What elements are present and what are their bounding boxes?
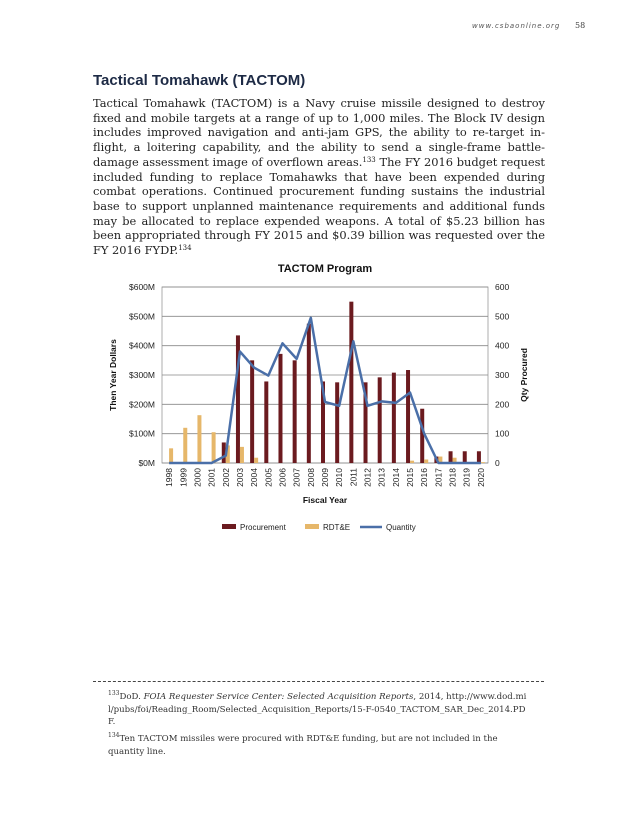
- x-tick-label: 1999: [178, 468, 189, 487]
- x-tick-label: 1998: [164, 468, 175, 487]
- legend-label-0: Procurement: [240, 523, 286, 532]
- y-tick-label: $500M: [129, 311, 155, 322]
- x-tick-label: 2014: [390, 468, 401, 487]
- bar-procurement-2006: [278, 354, 282, 463]
- x-tick-label: 2017: [433, 468, 444, 487]
- x-tick-label: 2018: [447, 468, 458, 487]
- y2-tick-label: 300: [495, 370, 510, 380]
- x-tick-label: 2005: [263, 468, 274, 487]
- bar-rdte-1998: [169, 448, 173, 463]
- x-tick-label: 2009: [320, 468, 330, 487]
- y-tick-label: $600M: [129, 282, 155, 292]
- y-tick-label: $100M: [129, 428, 155, 439]
- bar-procurement-2010: [335, 382, 339, 463]
- bar-procurement-2004: [250, 360, 254, 463]
- x-tick-label: 2007: [291, 468, 302, 487]
- bar-procurement-2013: [378, 377, 382, 463]
- x-tick-label: 2019: [461, 468, 472, 487]
- x-tick-label: 2012: [362, 468, 373, 487]
- bar-rdte-2016: [424, 459, 428, 463]
- legend-swatch-0: [222, 524, 236, 529]
- x-tick-label: 2001: [206, 468, 217, 487]
- y-tick-label: $0M: [138, 458, 155, 468]
- bar-rdte-2004: [254, 458, 258, 463]
- bar-rdte-1999: [183, 428, 187, 463]
- page-number: 58: [575, 21, 586, 30]
- y2-tick-label: 100: [495, 428, 510, 439]
- x-tick-label: 2010: [334, 468, 345, 487]
- x-axis-label: Fiscal Year: [302, 495, 348, 505]
- x-tick-label: 2000: [192, 468, 203, 487]
- bar-rdte-2020: [481, 462, 485, 463]
- x-tick-label: 2006: [277, 468, 288, 487]
- footnote-134: $^{134}$Ten TACTOM missiles were procured with RDT&E funding, but are not included in the quantity line.: [108, 732, 498, 757]
- legend-swatch-1: [305, 524, 319, 529]
- bar-procurement-2019: [463, 451, 467, 463]
- bar-procurement-2020: [477, 451, 481, 463]
- y-tick-label: $300M: [129, 370, 155, 380]
- x-tick-label: 2004: [249, 468, 260, 487]
- y-tick-label: $400M: [129, 340, 155, 351]
- bar-procurement-2007: [293, 360, 297, 463]
- y2-tick-label: 400: [495, 340, 510, 351]
- legend-label-2: Quantity: [386, 523, 416, 532]
- y2-axis-label: Qty Procured: [519, 348, 529, 402]
- y-axis-label: Then Year Dollars: [108, 339, 118, 411]
- x-tick-label: 2015: [405, 468, 416, 487]
- y-tick-label: $200M: [129, 399, 155, 410]
- body-text-2: The FY 2016 budget request included funding to replace Tomahawks that have been expended during combat operations. Continued procurement funding sustains the industrial base to support unplanned maintenance requirements and additional funds may be allocated to replace expended weapons. A total of $5.23 billion has been appropriated through FY 2015 and $0.39 billion was requested over the FY 2016 FYDP.: [93, 154, 546, 258]
- body-text-1: Tactical Tomahawk (TACTOM) is a Navy cruise missile designed to destroy fixed and mobile targets at a range of up to 1,000 miles. The Block IV design includes improved navigation and anti-jam GPS, the ability to re-target in-flight, a loitering capability, and the ability to send a single-frame battle-damage assessment image of overflown areas.: [93, 96, 545, 169]
- bar-rdte-2015: [410, 461, 414, 463]
- x-tick-label: 2008: [305, 468, 316, 487]
- footnote-divider: [93, 681, 544, 682]
- footnote-ref-133: 133: [362, 155, 376, 164]
- x-tick-label: 2020: [475, 468, 486, 487]
- x-tick-label: 2013: [376, 468, 387, 487]
- header-url: www.csbaonline.org: [472, 22, 561, 30]
- y2-tick-label: 600: [495, 282, 510, 292]
- bar-rdte-2000: [197, 415, 201, 463]
- y2-tick-label: 500: [495, 311, 510, 322]
- footnote-133: $^{133}$DoD. FOIA Requester Service Center: Selected Acquisition Reports, 2014, http://www.dod.mil/pubs/foi/Reading_Room/Selected_Acquisition_Reports/15-F-0540_TACTOM_SAR_Dec_2014.PDF.: [108, 690, 527, 727]
- bar-procurement-2015: [406, 370, 410, 463]
- bar-procurement-2014: [392, 373, 396, 463]
- bar-rdte-2001: [212, 432, 216, 463]
- bar-procurement-2008: [307, 324, 311, 463]
- bar-procurement-2018: [449, 451, 453, 463]
- footnote-ref-134: 134: [178, 244, 192, 253]
- chart-title: TACTOM Program: [277, 263, 373, 275]
- legend-label-1: RDT&E: [323, 523, 351, 532]
- bar-procurement-2005: [264, 381, 268, 463]
- y2-tick-label: 200: [495, 399, 510, 410]
- bar-procurement-2011: [349, 302, 353, 463]
- bar-rdte-2003: [240, 447, 244, 463]
- y2-tick-label: 0: [495, 458, 500, 468]
- x-tick-label: 2016: [419, 468, 430, 487]
- bar-procurement-2016: [420, 409, 424, 463]
- x-tick-label: 2011: [348, 468, 359, 487]
- x-tick-label: 2003: [234, 468, 245, 487]
- section-heading: Tactical Tomahawk (TACTOM): [93, 72, 306, 89]
- x-tick-label: 2002: [220, 468, 231, 487]
